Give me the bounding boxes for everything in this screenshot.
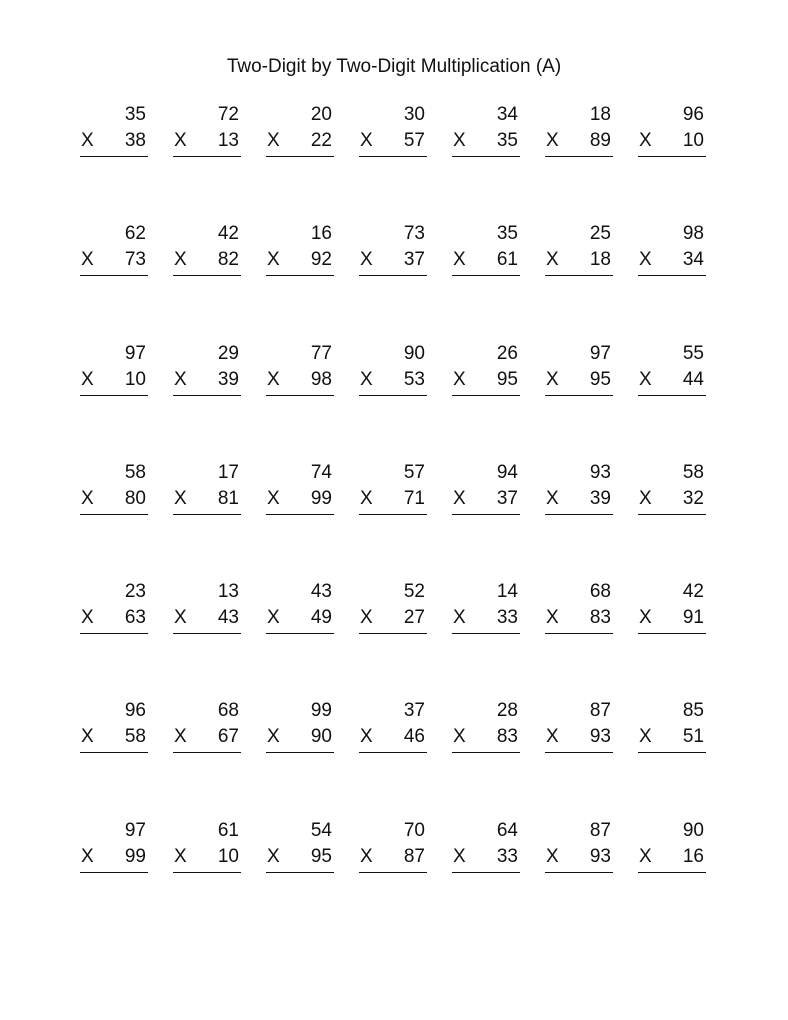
multiply-sign: X xyxy=(639,607,652,629)
multiply-sign: X xyxy=(639,249,652,271)
answer-line xyxy=(545,156,613,157)
multiply-sign: X xyxy=(267,726,280,748)
answer-line xyxy=(638,156,706,157)
multiply-sign: X xyxy=(360,368,373,390)
multiply-sign: X xyxy=(453,249,466,271)
multiplication-problem xyxy=(357,460,427,540)
answer-line xyxy=(266,752,334,753)
answer-line xyxy=(452,514,520,515)
multiplicand: 16 xyxy=(310,223,332,245)
multiplier: 83 xyxy=(589,607,611,629)
problem-row xyxy=(78,102,710,221)
multiplier: 91 xyxy=(682,607,704,629)
multiply-sign: X xyxy=(267,249,280,271)
multiply-sign: X xyxy=(174,726,187,748)
answer-line xyxy=(359,514,427,515)
answer-line xyxy=(173,872,241,873)
multiplicand: 58 xyxy=(124,461,146,483)
multiplier: 38 xyxy=(124,130,146,151)
multiplication-problem xyxy=(78,579,148,659)
multiply-sign: X xyxy=(267,130,280,151)
multiplicand: 55 xyxy=(682,342,704,364)
multiplication-problem xyxy=(450,341,520,421)
answer-line xyxy=(545,752,613,753)
multiply-sign: X xyxy=(639,130,652,151)
multiplication-problem xyxy=(171,102,241,182)
multiplication-problem xyxy=(171,698,241,778)
multiplier: 27 xyxy=(403,607,425,629)
multiplication-problem xyxy=(543,579,613,659)
multiplication-problem xyxy=(357,341,427,421)
multiply-sign: X xyxy=(360,607,373,629)
answer-line xyxy=(266,872,334,873)
problem-row xyxy=(78,341,710,460)
multiplier: 39 xyxy=(589,487,611,509)
multiplier: 93 xyxy=(589,726,611,748)
multiply-sign: X xyxy=(360,487,373,509)
multiplication-problem xyxy=(264,460,334,540)
multiplier: 67 xyxy=(217,726,239,748)
multiplication-problem xyxy=(78,102,148,182)
answer-line xyxy=(452,156,520,157)
multiply-sign: X xyxy=(453,607,466,629)
answer-line xyxy=(359,872,427,873)
multiplicand: 18 xyxy=(589,104,611,125)
multiply-sign: X xyxy=(546,249,559,271)
multiplication-problem xyxy=(264,698,334,778)
multiply-sign: X xyxy=(81,249,94,271)
answer-line xyxy=(359,156,427,157)
answer-line xyxy=(80,872,148,873)
multiplicand: 28 xyxy=(496,700,518,722)
multiplication-problem xyxy=(171,579,241,659)
answer-line xyxy=(266,275,334,276)
multiplicand: 54 xyxy=(310,819,332,841)
multiplier: 95 xyxy=(310,845,332,867)
multiplicand: 43 xyxy=(310,581,332,603)
multiply-sign: X xyxy=(174,249,187,271)
page-title: Two-Digit by Two-Digit Multiplication (A) xyxy=(226,56,562,77)
multiply-sign: X xyxy=(81,726,94,748)
multiplier: 10 xyxy=(682,130,704,151)
multiplier: 73 xyxy=(124,249,146,271)
problem-row xyxy=(78,460,710,579)
answer-line xyxy=(80,752,148,753)
multiplication-problem xyxy=(450,102,520,182)
multiply-sign: X xyxy=(546,845,559,867)
multiply-sign: X xyxy=(639,487,652,509)
multiplicand: 87 xyxy=(589,819,611,841)
multiplier: 95 xyxy=(496,368,518,390)
problem-row xyxy=(78,818,710,937)
multiply-sign: X xyxy=(639,726,652,748)
multiplicand: 26 xyxy=(496,342,518,364)
multiplier: 51 xyxy=(682,726,704,748)
answer-line xyxy=(80,275,148,276)
multiply-sign: X xyxy=(174,607,187,629)
multiplier: 98 xyxy=(310,368,332,390)
multiply-sign: X xyxy=(81,130,94,151)
answer-line xyxy=(638,395,706,396)
problem-grid xyxy=(78,102,710,937)
multiplicand: 52 xyxy=(403,581,425,603)
multiplication-problem xyxy=(357,579,427,659)
multiplication-problem xyxy=(543,341,613,421)
multiplication-problem xyxy=(171,221,241,301)
multiply-sign: X xyxy=(453,487,466,509)
multiplicand: 37 xyxy=(403,700,425,722)
multiplier: 22 xyxy=(310,130,332,151)
multiply-sign: X xyxy=(267,607,280,629)
multiplier: 35 xyxy=(496,130,518,151)
multiplicand: 57 xyxy=(403,461,425,483)
answer-line xyxy=(452,752,520,753)
multiplicand: 87 xyxy=(589,700,611,722)
multiplier: 61 xyxy=(496,249,518,271)
multiplier: 99 xyxy=(124,845,146,867)
answer-line xyxy=(266,156,334,157)
answer-line xyxy=(638,514,706,515)
multiplier: 95 xyxy=(589,368,611,390)
multiplication-problem xyxy=(78,221,148,301)
multiplier: 37 xyxy=(496,487,518,509)
multiplication-problem xyxy=(357,698,427,778)
multiply-sign: X xyxy=(360,249,373,271)
multiplication-problem xyxy=(636,698,706,778)
multiplier: 57 xyxy=(403,130,425,151)
answer-line xyxy=(638,633,706,634)
multiplicand: 74 xyxy=(310,461,332,483)
answer-line xyxy=(266,514,334,515)
multiplier: 13 xyxy=(217,130,239,151)
multiplicand: 42 xyxy=(682,581,704,603)
answer-line xyxy=(80,633,148,634)
multiply-sign: X xyxy=(81,487,94,509)
multiplier: 82 xyxy=(217,249,239,271)
answer-line xyxy=(452,275,520,276)
multiply-sign: X xyxy=(81,607,94,629)
multiplication-problem xyxy=(78,460,148,540)
answer-line xyxy=(80,395,148,396)
multiply-sign: X xyxy=(639,845,652,867)
multiplier: 90 xyxy=(310,726,332,748)
multiplicand: 35 xyxy=(124,104,146,125)
answer-line xyxy=(638,752,706,753)
multiplicand: 20 xyxy=(310,104,332,125)
multiplicand: 14 xyxy=(496,581,518,603)
answer-line xyxy=(359,395,427,396)
answer-line xyxy=(173,395,241,396)
multiplication-problem xyxy=(264,102,334,182)
answer-line xyxy=(452,633,520,634)
multiplier: 87 xyxy=(403,845,425,867)
problem-row xyxy=(78,698,710,817)
multiplication-problem xyxy=(450,698,520,778)
multiply-sign: X xyxy=(360,726,373,748)
answer-line xyxy=(545,872,613,873)
multiplication-problem xyxy=(450,221,520,301)
multiplicand: 72 xyxy=(217,104,239,125)
multiplier: 18 xyxy=(589,249,611,271)
multiplier: 92 xyxy=(310,249,332,271)
multiplication-problem xyxy=(543,221,613,301)
multiply-sign: X xyxy=(267,368,280,390)
multiplicand: 98 xyxy=(682,223,704,245)
multiplicand: 68 xyxy=(589,581,611,603)
multiplicand: 97 xyxy=(124,819,146,841)
multiplication-problem xyxy=(636,341,706,421)
multiplication-problem xyxy=(264,818,334,898)
multiplication-problem xyxy=(543,818,613,898)
multiply-sign: X xyxy=(453,130,466,151)
multiplicand: 30 xyxy=(403,104,425,125)
multiplier: 81 xyxy=(217,487,239,509)
multiplier: 49 xyxy=(310,607,332,629)
multiply-sign: X xyxy=(453,726,466,748)
multiplier: 58 xyxy=(124,726,146,748)
answer-line xyxy=(80,514,148,515)
multiplicand: 35 xyxy=(496,223,518,245)
multiplication-problem xyxy=(636,579,706,659)
multiplication-problem xyxy=(450,579,520,659)
multiplication-problem xyxy=(78,818,148,898)
multiplier: 71 xyxy=(403,487,425,509)
multiplicand: 97 xyxy=(124,342,146,364)
multiplier: 39 xyxy=(217,368,239,390)
multiplicand: 17 xyxy=(217,461,239,483)
answer-line xyxy=(173,275,241,276)
multiplier: 53 xyxy=(403,368,425,390)
multiplicand: 23 xyxy=(124,581,146,603)
multiplication-problem xyxy=(78,698,148,778)
multiplicand: 13 xyxy=(217,581,239,603)
multiplication-problem xyxy=(636,102,706,182)
multiply-sign: X xyxy=(453,368,466,390)
multiplicand: 99 xyxy=(310,700,332,722)
answer-line xyxy=(173,514,241,515)
problem-row xyxy=(78,579,710,698)
answer-line xyxy=(266,633,334,634)
multiply-sign: X xyxy=(174,845,187,867)
multiplicand: 34 xyxy=(496,104,518,125)
multiplication-problem xyxy=(636,221,706,301)
multiplication-problem xyxy=(171,818,241,898)
multiplication-problem xyxy=(357,221,427,301)
multiplicand: 64 xyxy=(496,819,518,841)
answer-line xyxy=(545,514,613,515)
multiplicand: 77 xyxy=(310,342,332,364)
multiply-sign: X xyxy=(360,130,373,151)
multiplier: 10 xyxy=(124,368,146,390)
multiply-sign: X xyxy=(81,845,94,867)
multiplier: 10 xyxy=(217,845,239,867)
answer-line xyxy=(80,156,148,157)
answer-line xyxy=(545,395,613,396)
multiplication-problem xyxy=(450,818,520,898)
answer-line xyxy=(545,633,613,634)
answer-line xyxy=(359,275,427,276)
multiply-sign: X xyxy=(360,845,373,867)
multiply-sign: X xyxy=(546,607,559,629)
multiplication-problem xyxy=(357,102,427,182)
multiplicand: 96 xyxy=(682,104,704,125)
answer-line xyxy=(173,633,241,634)
multiply-sign: X xyxy=(546,487,559,509)
multiplicand: 29 xyxy=(217,342,239,364)
multiplicand: 61 xyxy=(217,819,239,841)
multiplicand: 90 xyxy=(682,819,704,841)
answer-line xyxy=(545,275,613,276)
answer-line xyxy=(173,752,241,753)
multiplicand: 70 xyxy=(403,819,425,841)
multiplicand: 73 xyxy=(403,223,425,245)
multiplication-problem xyxy=(543,102,613,182)
multiplication-problem xyxy=(543,460,613,540)
multiplication-problem xyxy=(171,341,241,421)
multiplicand: 94 xyxy=(496,461,518,483)
multiplication-problem xyxy=(171,460,241,540)
multiplier: 37 xyxy=(403,249,425,271)
multiplicand: 42 xyxy=(217,223,239,245)
multiplication-problem xyxy=(543,698,613,778)
multiplication-problem xyxy=(264,221,334,301)
multiplicand: 58 xyxy=(682,461,704,483)
multiplier: 99 xyxy=(310,487,332,509)
multiplicand: 90 xyxy=(403,342,425,364)
multiplication-problem xyxy=(78,341,148,421)
multiplicand: 97 xyxy=(589,342,611,364)
multiplicand: 85 xyxy=(682,700,704,722)
multiplication-problem xyxy=(264,341,334,421)
multiplicand: 62 xyxy=(124,223,146,245)
answer-line xyxy=(452,395,520,396)
multiplier: 44 xyxy=(682,368,704,390)
answer-line xyxy=(359,633,427,634)
multiplier: 33 xyxy=(496,607,518,629)
multiplier: 32 xyxy=(682,487,704,509)
multiplier: 93 xyxy=(589,845,611,867)
multiply-sign: X xyxy=(639,368,652,390)
multiplication-problem xyxy=(636,818,706,898)
multiplicand: 96 xyxy=(124,700,146,722)
answer-line xyxy=(266,395,334,396)
multiplier: 63 xyxy=(124,607,146,629)
multiplier: 43 xyxy=(217,607,239,629)
multiplier: 33 xyxy=(496,845,518,867)
multiplier: 89 xyxy=(589,130,611,151)
answer-line xyxy=(638,275,706,276)
multiply-sign: X xyxy=(174,368,187,390)
multiplier: 80 xyxy=(124,487,146,509)
multiply-sign: X xyxy=(174,487,187,509)
multiply-sign: X xyxy=(267,845,280,867)
multiply-sign: X xyxy=(267,487,280,509)
multiplier: 16 xyxy=(682,845,704,867)
multiply-sign: X xyxy=(546,726,559,748)
multiplication-problem xyxy=(264,579,334,659)
multiply-sign: X xyxy=(174,130,187,151)
answer-line xyxy=(452,872,520,873)
multiplicand: 68 xyxy=(217,700,239,722)
answer-line xyxy=(173,156,241,157)
multiplicand: 93 xyxy=(589,461,611,483)
multiply-sign: X xyxy=(546,130,559,151)
answer-line xyxy=(638,872,706,873)
multiply-sign: X xyxy=(453,845,466,867)
multiplier: 83 xyxy=(496,726,518,748)
multiplication-problem xyxy=(450,460,520,540)
multiplication-problem xyxy=(636,460,706,540)
multiplication-problem xyxy=(357,818,427,898)
multiplier: 34 xyxy=(682,249,704,271)
multiplicand: 25 xyxy=(589,223,611,245)
problem-row xyxy=(78,221,710,340)
multiplier: 46 xyxy=(403,726,425,748)
answer-line xyxy=(359,752,427,753)
multiply-sign: X xyxy=(81,368,94,390)
multiply-sign: X xyxy=(546,368,559,390)
